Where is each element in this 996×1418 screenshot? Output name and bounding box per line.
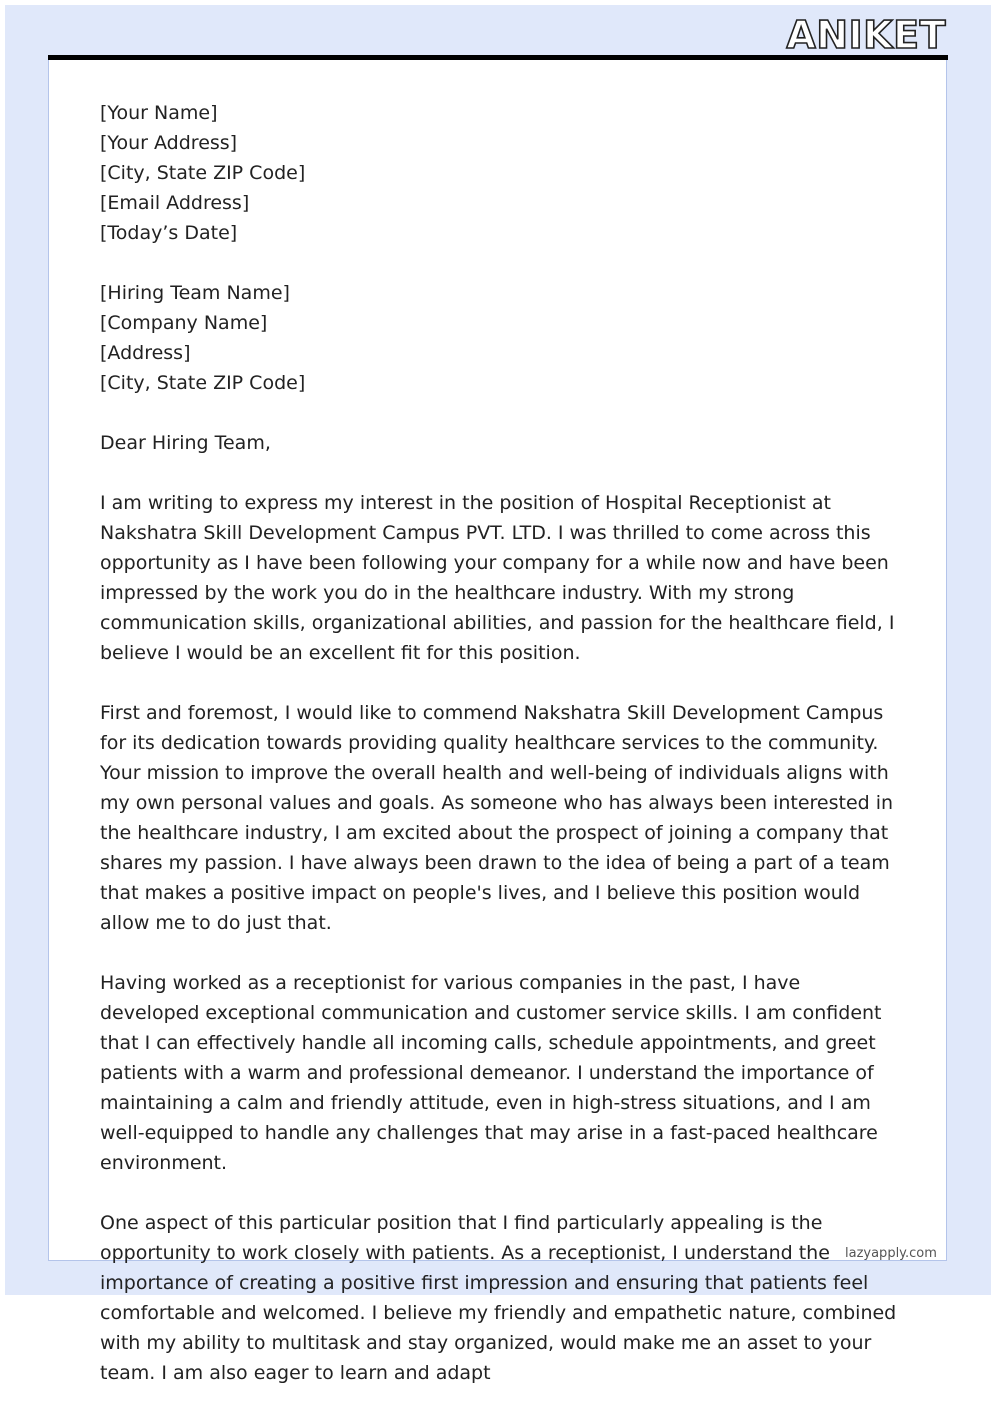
body-paragraph-4: One aspect of this particular position that I find particularly appealing is the opportunity to work closely with patients. As a receptionist, I understand the importance of creating a positive first impression and ensuring that patients feel comfortable and welcomed. I believe my friendly and empathetic nature, combined with my ability to multitask and stay organized, would make me an asset to your team. I am also eager to learn and adapt xyxy=(100,1212,897,1384)
letter-body xyxy=(100,98,900,1418)
recipient-address: [Address] xyxy=(100,342,191,364)
recipient-company: [Company Name] xyxy=(100,312,268,334)
sender-city-state-zip: [City, State ZIP Code] xyxy=(100,162,306,184)
watermark-text: lazyapply.com xyxy=(845,1246,937,1261)
recipient-city-state-zip: [City, State ZIP Code] xyxy=(100,372,306,394)
body-paragraph-1: I am writing to express my interest in the position of Hospital Receptionist at Nakshatra Skill Development Campus PVT. LTD. I was thrilled to come across this opportunity as I have been following your company for a while now and have been impressed by the work you do in the healthcare industry. With my strong communication skills, organizational abilities, and passion for the healthcare field, I believe I would be an excellent fit for this position. xyxy=(100,492,895,664)
body-paragraph-2: First and foremost, I would like to commend Nakshatra Skill Development Campus for its dedication towards providing quality healthcare services to the community. Your mission to improve the overall health and well-being of individuals aligns with my own personal values and goals. As someone who has always been interested in the healthcare industry, I am excited about the prospect of joining a company that shares my passion. I have always been drawn to the idea of being a part of a team that makes a positive impact on people's lives, and I believe this position would allow me to do just that. xyxy=(100,702,894,934)
sender-name: [Your Name] xyxy=(100,102,218,124)
brand-name: ANIKET xyxy=(786,13,946,57)
sender-address: [Your Address] xyxy=(100,132,238,154)
sender-block xyxy=(100,98,900,248)
salutation: Dear Hiring Team, xyxy=(100,432,271,454)
body-paragraph-3: Having worked as a receptionist for various companies in the past, I have developed exceptional communication and customer service skills. I am confident that I can effectively handle all incoming calls, schedule appointments, and greet patients with a warm and professional demeanor. I understand the importance of maintaining a calm and friendly attitude, even in high-stress situations, and I am well-equipped to handle any challenges that may arise in a fast-paced healthcare environment. xyxy=(100,972,882,1174)
sender-email: [Email Address] xyxy=(100,192,250,214)
letter-date: [Today’s Date] xyxy=(100,222,238,244)
recipient-block xyxy=(100,278,900,398)
recipient-team: [Hiring Team Name] xyxy=(100,282,290,304)
